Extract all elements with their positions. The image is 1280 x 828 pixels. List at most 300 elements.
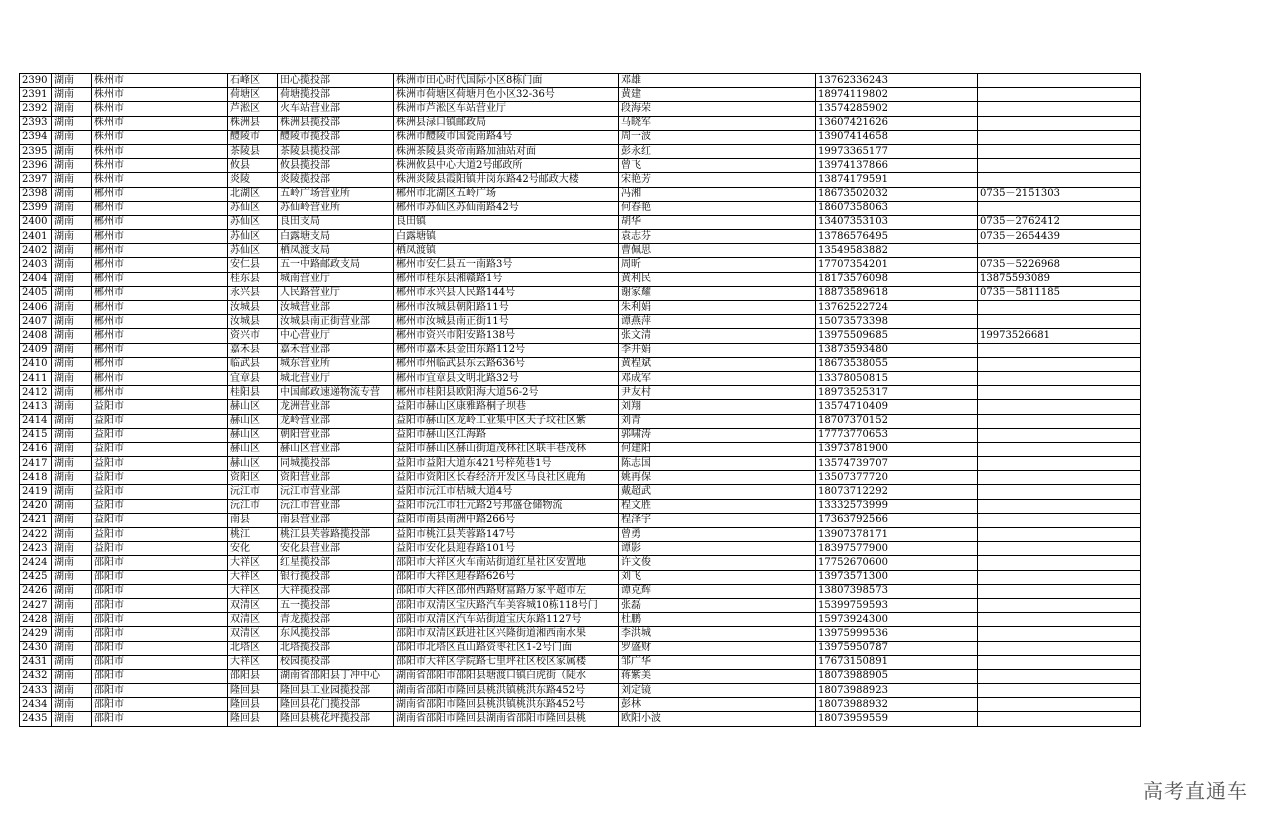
table-row <box>20 230 1141 244</box>
spreadsheet-body <box>20 74 1141 727</box>
cell-outlet-name: 隆回县桃花坪揽投部 <box>278 712 394 726</box>
cell-row-number: 2418 <box>20 471 52 485</box>
cell-city: 郴州市 <box>92 215 228 229</box>
table-row <box>20 499 1141 513</box>
cell-phone: 18707370152 <box>816 414 978 428</box>
table-row <box>20 286 1141 300</box>
cell-landline <box>978 471 1141 485</box>
cell-city: 郴州市 <box>92 286 228 300</box>
cell-address: 益阳市沅江市桔城大道4号 <box>394 485 619 499</box>
table-row <box>20 641 1141 655</box>
cell-outlet-name: 沅江市营业部 <box>278 499 394 513</box>
cell-outlet-name: 湖南省邵阳县丁冲中心 <box>278 669 394 683</box>
cell-phone: 13975509685 <box>816 329 978 343</box>
table-row <box>20 428 1141 442</box>
cell-landline: 0735－5226968 <box>978 258 1141 272</box>
cell-phone: 13762522724 <box>816 301 978 315</box>
cell-address: 株洲市荷塘区荷塘月色小区32-36号 <box>394 88 619 102</box>
cell-row-number: 2410 <box>20 357 52 371</box>
cell-row-number: 2394 <box>20 130 52 144</box>
cell-outlet-name: 五一中路邮政支局 <box>278 258 394 272</box>
table-row <box>20 187 1141 201</box>
cell-address: 邵阳市双清区跃进社区兴隆街道湘西南水果 <box>394 627 619 641</box>
cell-landline <box>978 542 1141 556</box>
cell-phone: 18073988923 <box>816 684 978 698</box>
cell-province: 湖南 <box>52 315 92 329</box>
cell-outlet-name: 城南营业厅 <box>278 272 394 286</box>
cell-province: 湖南 <box>52 655 92 669</box>
cell-contact-name: 彭林 <box>619 698 816 712</box>
cell-address: 郴州市北湖区五岭广场 <box>394 187 619 201</box>
cell-contact-name: 张磊 <box>619 598 816 612</box>
cell-city: 株州市 <box>92 102 228 116</box>
cell-phone: 13574285902 <box>816 102 978 116</box>
cell-province: 湖南 <box>52 301 92 315</box>
cell-district: 南县 <box>228 513 278 527</box>
cell-district: 苏仙区 <box>228 230 278 244</box>
cell-city: 郴州市 <box>92 201 228 215</box>
cell-contact-name: 朱利娟 <box>619 301 816 315</box>
cell-address: 郴州市州临武县东云路636号 <box>394 357 619 371</box>
cell-row-number: 2408 <box>20 329 52 343</box>
cell-row-number: 2396 <box>20 159 52 173</box>
cell-address: 郴州市宜章县文明北路32号 <box>394 371 619 385</box>
cell-district: 大祥区 <box>228 556 278 570</box>
cell-landline <box>978 428 1141 442</box>
cell-contact-name: 邓雄 <box>619 74 816 88</box>
table-row <box>20 684 1141 698</box>
cell-district: 沅江市 <box>228 499 278 513</box>
table-row <box>20 357 1141 371</box>
cell-address: 郴州市永兴县人民路144号 <box>394 286 619 300</box>
cell-row-number: 2434 <box>20 698 52 712</box>
cell-row-number: 2390 <box>20 74 52 88</box>
cell-city: 郴州市 <box>92 315 228 329</box>
table-row <box>20 215 1141 229</box>
table-row <box>20 471 1141 485</box>
cell-outlet-name: 桃江县芙蓉路揽投部 <box>278 528 394 542</box>
cell-phone: 18397577900 <box>816 542 978 556</box>
cell-landline <box>978 414 1141 428</box>
cell-address: 湖南省邵阳市隆回县桃洪镇桃洪东路452号 <box>394 698 619 712</box>
cell-address: 益阳市资阳区长春经济开发区马良社区鹿角 <box>394 471 619 485</box>
cell-contact-name: 谢家耀 <box>619 286 816 300</box>
cell-address: 益阳市沅江市壮元路2号邦盛仓储物流 <box>394 499 619 513</box>
cell-contact-name: 彭永红 <box>619 144 816 158</box>
cell-outlet-name: 隆回县花门揽投部 <box>278 698 394 712</box>
cell-city: 郴州市 <box>92 371 228 385</box>
table-row <box>20 556 1141 570</box>
table-row <box>20 244 1141 258</box>
cell-landline: 0735－2151303 <box>978 187 1141 201</box>
cell-city: 郴州市 <box>92 244 228 258</box>
cell-district: 荷塘区 <box>228 88 278 102</box>
cell-district: 大祥区 <box>228 584 278 598</box>
cell-row-number: 2397 <box>20 173 52 187</box>
cell-district: 北湖区 <box>228 187 278 201</box>
table-row <box>20 698 1141 712</box>
cell-row-number: 2423 <box>20 542 52 556</box>
cell-district: 大祥区 <box>228 655 278 669</box>
cell-province: 湖南 <box>52 669 92 683</box>
cell-contact-name: 程文胜 <box>619 499 816 513</box>
cell-outlet-name: 五岭广场营业所 <box>278 187 394 201</box>
cell-contact-name: 段海荣 <box>619 102 816 116</box>
cell-row-number: 2403 <box>20 258 52 272</box>
cell-city: 株州市 <box>92 144 228 158</box>
cell-district: 炎陵 <box>228 173 278 187</box>
cell-address: 益阳市南县南洲中路266号 <box>394 513 619 527</box>
cell-landline <box>978 144 1141 158</box>
cell-province: 湖南 <box>52 471 92 485</box>
cell-outlet-name: 大祥揽投部 <box>278 584 394 598</box>
cell-outlet-name: 红星揽投部 <box>278 556 394 570</box>
cell-city: 郴州市 <box>92 386 228 400</box>
cell-district: 双清区 <box>228 627 278 641</box>
cell-row-number: 2398 <box>20 187 52 201</box>
cell-district: 赫山区 <box>228 400 278 414</box>
table-row <box>20 457 1141 471</box>
cell-district: 石峰区 <box>228 74 278 88</box>
cell-landline <box>978 343 1141 357</box>
cell-contact-name: 胡华 <box>619 215 816 229</box>
cell-row-number: 2405 <box>20 286 52 300</box>
cell-phone: 13907414658 <box>816 130 978 144</box>
cell-landline <box>978 400 1141 414</box>
cell-outlet-name: 城东营业所 <box>278 357 394 371</box>
cell-address: 益阳市赫山区赫山街道茂林社区联丰巷茂林 <box>394 442 619 456</box>
table-row <box>20 201 1141 215</box>
cell-landline <box>978 598 1141 612</box>
cell-province: 湖南 <box>52 556 92 570</box>
cell-contact-name: 谭燕萍 <box>619 315 816 329</box>
table-row <box>20 159 1141 173</box>
cell-province: 湖南 <box>52 400 92 414</box>
cell-landline <box>978 613 1141 627</box>
cell-province: 湖南 <box>52 542 92 556</box>
cell-address: 邵阳市大祥区学院路七里坪社区校区家属楼 <box>394 655 619 669</box>
cell-landline: 0735－2762412 <box>978 215 1141 229</box>
cell-phone: 17707354201 <box>816 258 978 272</box>
cell-landline <box>978 130 1141 144</box>
cell-city: 株州市 <box>92 88 228 102</box>
cell-province: 湖南 <box>52 144 92 158</box>
cell-contact-name: 何建阳 <box>619 442 816 456</box>
cell-contact-name: 罗盛财 <box>619 641 816 655</box>
cell-district: 醴陵市 <box>228 130 278 144</box>
cell-city: 株州市 <box>92 116 228 130</box>
cell-district: 桂东县 <box>228 272 278 286</box>
cell-contact-name: 马晓军 <box>619 116 816 130</box>
cell-contact-name: 戴超武 <box>619 485 816 499</box>
cell-landline <box>978 513 1141 527</box>
cell-province: 湖南 <box>52 513 92 527</box>
table-row <box>20 655 1141 669</box>
cell-landline <box>978 116 1141 130</box>
cell-district: 苏仙区 <box>228 201 278 215</box>
cell-district: 隆回县 <box>228 684 278 698</box>
cell-row-number: 2413 <box>20 400 52 414</box>
cell-city: 益阳市 <box>92 528 228 542</box>
cell-province: 湖南 <box>52 414 92 428</box>
cell-province: 湖南 <box>52 598 92 612</box>
cell-address: 邵阳市双清区汽车站街道宝庆东路1127号 <box>394 613 619 627</box>
cell-contact-name: 张文清 <box>619 329 816 343</box>
cell-outlet-name: 中心营业厅 <box>278 329 394 343</box>
cell-province: 湖南 <box>52 244 92 258</box>
cell-outlet-name: 栖凤渡支局 <box>278 244 394 258</box>
cell-phone: 18073988905 <box>816 669 978 683</box>
cell-row-number: 2432 <box>20 669 52 683</box>
cell-district: 株洲县 <box>228 116 278 130</box>
cell-province: 湖南 <box>52 712 92 726</box>
cell-address: 郴州市资兴市阳安路138号 <box>394 329 619 343</box>
cell-phone: 13574739707 <box>816 457 978 471</box>
cell-city: 郴州市 <box>92 187 228 201</box>
cell-district: 汝城县 <box>228 301 278 315</box>
cell-phone: 18073988932 <box>816 698 978 712</box>
cell-landline <box>978 499 1141 513</box>
cell-landline <box>978 627 1141 641</box>
cell-district: 安仁县 <box>228 258 278 272</box>
cell-outlet-name: 苏仙岭营业所 <box>278 201 394 215</box>
cell-province: 湖南 <box>52 570 92 584</box>
cell-row-number: 2404 <box>20 272 52 286</box>
table-row <box>20 343 1141 357</box>
cell-district: 资兴市 <box>228 329 278 343</box>
cell-phone: 18873589618 <box>816 286 978 300</box>
cell-phone: 18073712292 <box>816 485 978 499</box>
cell-phone: 13507377720 <box>816 471 978 485</box>
cell-row-number: 2435 <box>20 712 52 726</box>
cell-row-number: 2411 <box>20 371 52 385</box>
cell-phone: 15973924300 <box>816 613 978 627</box>
cell-city: 邵阳市 <box>92 613 228 627</box>
cell-district: 攸县 <box>228 159 278 173</box>
cell-outlet-name: 嘉禾营业部 <box>278 343 394 357</box>
cell-outlet-name: 赫山区营业部 <box>278 442 394 456</box>
cell-phone: 18973525317 <box>816 386 978 400</box>
cell-phone: 17363792566 <box>816 513 978 527</box>
cell-province: 湖南 <box>52 130 92 144</box>
cell-outlet-name: 中国邮政速递物流专营 <box>278 386 394 400</box>
cell-province: 湖南 <box>52 684 92 698</box>
cell-landline <box>978 457 1141 471</box>
cell-row-number: 2392 <box>20 102 52 116</box>
cell-province: 湖南 <box>52 201 92 215</box>
cell-city: 益阳市 <box>92 442 228 456</box>
cell-contact-name: 郭啸涛 <box>619 428 816 442</box>
cell-city: 郴州市 <box>92 357 228 371</box>
cell-landline: 0735－5811185 <box>978 286 1141 300</box>
cell-phone: 18974119802 <box>816 88 978 102</box>
cell-city: 郴州市 <box>92 272 228 286</box>
cell-landline <box>978 88 1141 102</box>
cell-phone: 18673538055 <box>816 357 978 371</box>
cell-landline: 19973526681 <box>978 329 1141 343</box>
cell-district: 双清区 <box>228 613 278 627</box>
cell-province: 湖南 <box>52 116 92 130</box>
cell-city: 邵阳市 <box>92 698 228 712</box>
table-row <box>20 371 1141 385</box>
cell-contact-name: 曹佩思 <box>619 244 816 258</box>
cell-province: 湖南 <box>52 173 92 187</box>
cell-district: 宜章县 <box>228 371 278 385</box>
cell-address: 益阳市赫山区康雅路桐子坝巷 <box>394 400 619 414</box>
cell-contact-name: 周昕 <box>619 258 816 272</box>
cell-contact-name: 曾飞 <box>619 159 816 173</box>
cell-district: 临武县 <box>228 357 278 371</box>
cell-outlet-name: 人民路营业厅 <box>278 286 394 300</box>
cell-outlet-name: 龙洲营业部 <box>278 400 394 414</box>
cell-district: 赫山区 <box>228 442 278 456</box>
cell-outlet-name: 茶陵县揽投部 <box>278 144 394 158</box>
cell-district: 桂阳县 <box>228 386 278 400</box>
cell-city: 邵阳市 <box>92 570 228 584</box>
cell-outlet-name: 良田支局 <box>278 215 394 229</box>
cell-outlet-name: 银行揽投部 <box>278 570 394 584</box>
table-row <box>20 88 1141 102</box>
cell-city: 郴州市 <box>92 301 228 315</box>
cell-province: 湖南 <box>52 357 92 371</box>
cell-contact-name: 欧阳小波 <box>619 712 816 726</box>
cell-contact-name: 曾勇 <box>619 528 816 542</box>
cell-district: 永兴县 <box>228 286 278 300</box>
cell-landline <box>978 698 1141 712</box>
cell-address: 湖南省邵阳市隆回县桃洪镇桃洪东路452号 <box>394 684 619 698</box>
watermark-text: 高考直通车 <box>1143 779 1248 803</box>
cell-row-number: 2419 <box>20 485 52 499</box>
cell-address: 郴州市汝城县朝阳路11号 <box>394 301 619 315</box>
cell-province: 湖南 <box>52 343 92 357</box>
cell-contact-name: 姚再保 <box>619 471 816 485</box>
table-row <box>20 613 1141 627</box>
cell-contact-name: 陈志国 <box>619 457 816 471</box>
cell-province: 湖南 <box>52 584 92 598</box>
cell-outlet-name: 城北营业厅 <box>278 371 394 385</box>
cell-city: 邵阳市 <box>92 641 228 655</box>
cell-phone: 18073959559 <box>816 712 978 726</box>
cell-address: 益阳市安化县迎春路101号 <box>394 542 619 556</box>
cell-landline <box>978 442 1141 456</box>
cell-outlet-name: 攸县揽投部 <box>278 159 394 173</box>
table-row <box>20 144 1141 158</box>
cell-district: 邵阳县 <box>228 669 278 683</box>
cell-city: 益阳市 <box>92 400 228 414</box>
cell-district: 赫山区 <box>228 428 278 442</box>
cell-phone: 13907378171 <box>816 528 978 542</box>
cell-district: 芦淞区 <box>228 102 278 116</box>
cell-district: 茶陵县 <box>228 144 278 158</box>
cell-landline <box>978 244 1141 258</box>
cell-contact-name: 邹广华 <box>619 655 816 669</box>
table-row <box>20 258 1141 272</box>
cell-address: 益阳市益阳大道东421号梓苑巷1号 <box>394 457 619 471</box>
cell-phone: 18173576098 <box>816 272 978 286</box>
cell-address: 郴州市桂东县湘赣路1号 <box>394 272 619 286</box>
cell-contact-name: 刘翔 <box>619 400 816 414</box>
cell-province: 湖南 <box>52 159 92 173</box>
cell-phone: 13873593480 <box>816 343 978 357</box>
cell-district: 安化 <box>228 542 278 556</box>
cell-address: 白露塘镇 <box>394 230 619 244</box>
cell-address: 株洲市芦淞区车站营业厅 <box>394 102 619 116</box>
cell-phone: 15399759593 <box>816 598 978 612</box>
cell-outlet-name: 醴陵市揽投部 <box>278 130 394 144</box>
table-row <box>20 400 1141 414</box>
table-row <box>20 173 1141 187</box>
cell-phone: 13549583882 <box>816 244 978 258</box>
cell-address: 郴州市安仁县五一南路3号 <box>394 258 619 272</box>
cell-address: 栖凤渡镇 <box>394 244 619 258</box>
cell-row-number: 2426 <box>20 584 52 598</box>
cell-district: 双清区 <box>228 598 278 612</box>
cell-contact-name: 何春艳 <box>619 201 816 215</box>
cell-city: 郴州市 <box>92 230 228 244</box>
cell-province: 湖南 <box>52 613 92 627</box>
table-row <box>20 513 1141 527</box>
cell-phone: 13973571300 <box>816 570 978 584</box>
cell-district: 北塔区 <box>228 641 278 655</box>
cell-landline <box>978 74 1141 88</box>
cell-address: 邵阳市大祥区邵州西路财富路万家平超市左 <box>394 584 619 598</box>
cell-outlet-name: 炎陵揽投部 <box>278 173 394 187</box>
cell-contact-name: 李井娟 <box>619 343 816 357</box>
cell-row-number: 2393 <box>20 116 52 130</box>
cell-province: 湖南 <box>52 88 92 102</box>
cell-outlet-name: 田心揽投部 <box>278 74 394 88</box>
cell-landline <box>978 684 1141 698</box>
cell-contact-name: 杜鹏 <box>619 613 816 627</box>
cell-contact-name: 尹友村 <box>619 386 816 400</box>
cell-outlet-name: 沅江市营业部 <box>278 485 394 499</box>
cell-city: 株州市 <box>92 74 228 88</box>
cell-province: 湖南 <box>52 442 92 456</box>
cell-province: 湖南 <box>52 428 92 442</box>
cell-district: 资阳区 <box>228 471 278 485</box>
cell-address: 益阳市赫山区龙岭工业集中区天子坟社区紫 <box>394 414 619 428</box>
cell-contact-name: 黄程斌 <box>619 357 816 371</box>
cell-row-number: 2427 <box>20 598 52 612</box>
cell-address: 株洲市田心时代国际小区8栋门面 <box>394 74 619 88</box>
cell-row-number: 2433 <box>20 684 52 698</box>
cell-province: 湖南 <box>52 627 92 641</box>
cell-province: 湖南 <box>52 386 92 400</box>
cell-row-number: 2402 <box>20 244 52 258</box>
cell-city: 郴州市 <box>92 258 228 272</box>
table-row <box>20 485 1141 499</box>
cell-contact-name: 邓成军 <box>619 371 816 385</box>
cell-district: 隆回县 <box>228 698 278 712</box>
cell-address: 益阳市桃江县芙蓉路147号 <box>394 528 619 542</box>
cell-province: 湖南 <box>52 499 92 513</box>
cell-row-number: 2400 <box>20 215 52 229</box>
cell-city: 株州市 <box>92 130 228 144</box>
cell-address: 株洲炎陵县霞阳镇井岗东路42号邮政大楼 <box>394 173 619 187</box>
cell-row-number: 2409 <box>20 343 52 357</box>
table-row <box>20 584 1141 598</box>
cell-landline <box>978 102 1141 116</box>
cell-contact-name: 谭克辉 <box>619 584 816 598</box>
cell-district: 赫山区 <box>228 414 278 428</box>
cell-row-number: 2391 <box>20 88 52 102</box>
cell-address: 郴州市苏仙区苏仙南路42号 <box>394 201 619 215</box>
cell-phone: 13574710409 <box>816 400 978 414</box>
cell-district: 桃江 <box>228 528 278 542</box>
cell-contact-name: 谭影 <box>619 542 816 556</box>
table-row <box>20 570 1141 584</box>
table-row <box>20 329 1141 343</box>
